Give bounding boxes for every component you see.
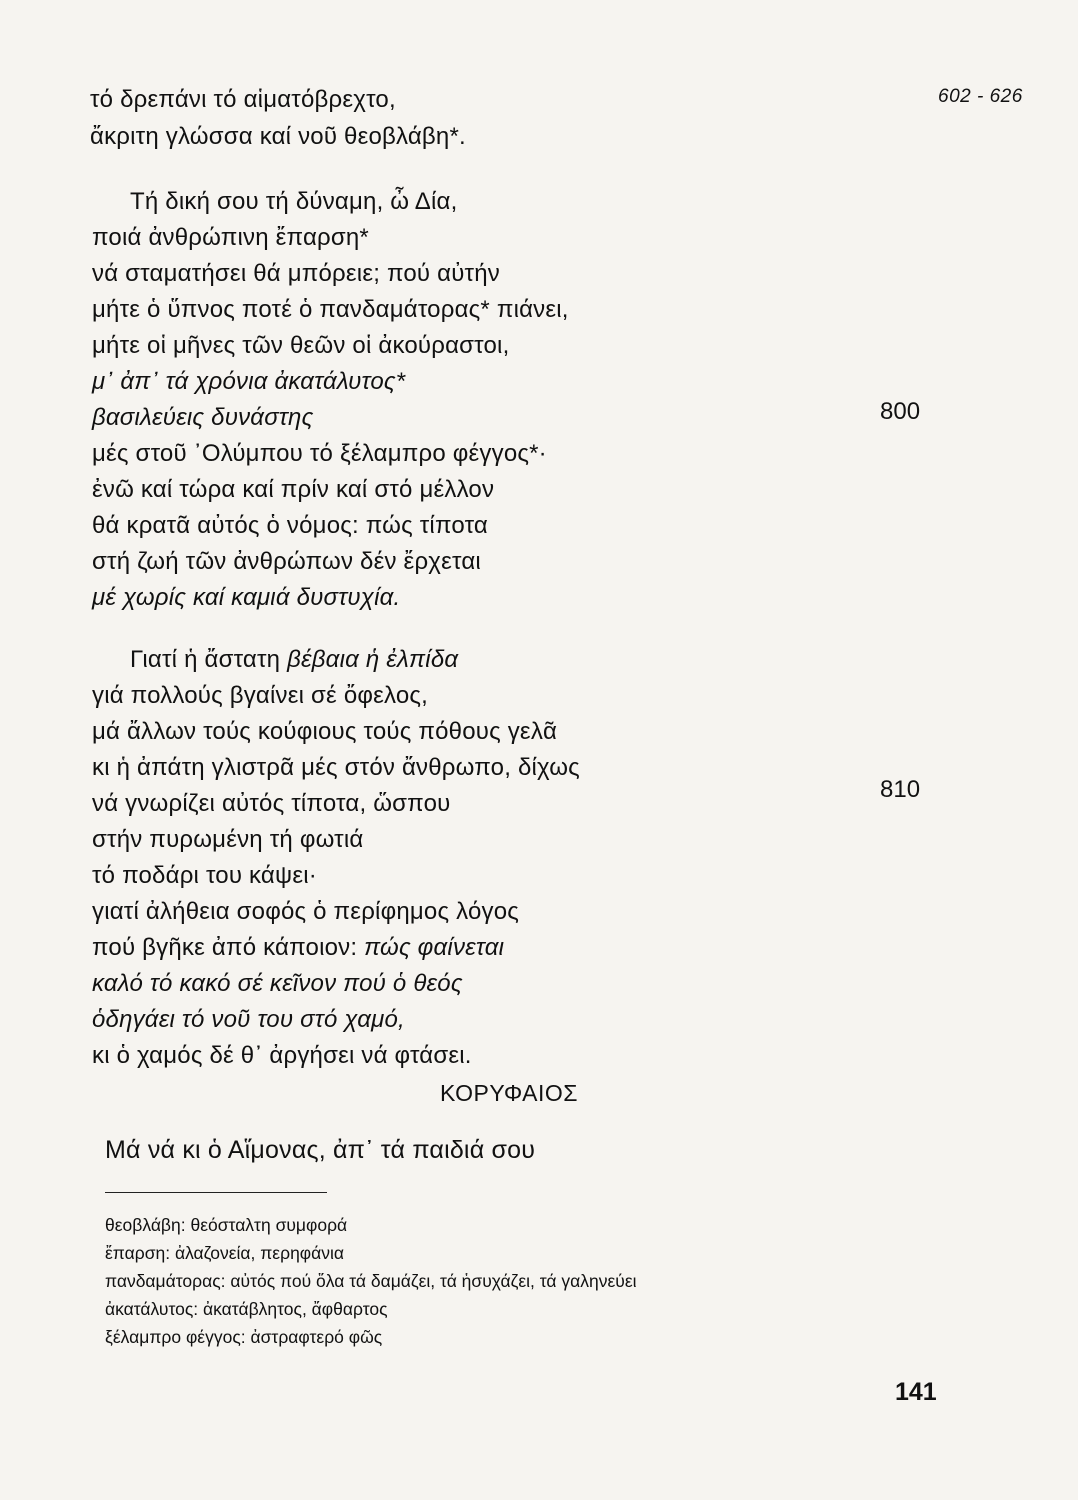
verse-line: θά κρατᾶ αὐτός ὁ νόμος: πώς τίποτα — [92, 512, 488, 539]
verse-line: μές στοῦ ᾿Ολύμπου τό ξέλαμπρο φέγγος*· — [92, 440, 547, 467]
speaker-name: ΚΟΡΥΦΑΙΟΣ — [440, 1080, 578, 1106]
footnote: ξέλαμπρο φέγγος: ἀστραφτερό φῶς — [105, 1327, 383, 1347]
verse-line — [92, 404, 313, 432]
verse-line: μήτε οἱ μῆνες τῶν θεῶν οἱ ἀκούραστοι, — [92, 332, 510, 359]
verse-line: νά σταματήσει θά μπόρειε; πού αὐτήν — [92, 260, 500, 287]
line-number: 810 — [880, 776, 921, 803]
verse-line: τό δρεπάνι τό αἱματόβρεχτο, — [90, 86, 396, 113]
verse-line: γιά πολλούς βγαίνει σέ ὄφελος, — [92, 682, 429, 709]
verse-line: τό ποδάρι του κάψει· — [92, 862, 317, 889]
verse-line: νά γνωρίζει αὐτός τίποτα, ὥσπου — [92, 790, 451, 817]
verse-line: μήτε ὁ ὕπνος ποτέ ὁ πανδαμάτορας* πιάνει, — [92, 296, 569, 323]
verse-line-italic-part: πώς φαίνεται — [364, 934, 505, 961]
verse-line: μά ἄλλων τούς κούφιους τούς πόθους γελᾶ — [92, 718, 558, 745]
verse-line-italic-part: βέβαια ἡ ἐλπίδα — [287, 646, 459, 673]
line-number: 800 — [880, 398, 921, 425]
verse-line — [92, 934, 504, 962]
verse-line: Τή δική σου τή δύναμη, ὦ Δία, — [130, 188, 458, 215]
verse-line: ἐνῶ καί τώρα καί πρίν καί στό μέλλον — [92, 476, 495, 503]
verse-line: ἄκριτη γλώσσα καί νοῦ θεοβλάβη*. — [90, 123, 466, 150]
verse-line-italic-part: βασιλεύεις δυνάστης — [92, 404, 314, 431]
verse-line-part: Γιατί ἡ ἄστατη — [130, 646, 281, 673]
line-range: 602 - 626 — [938, 86, 1023, 107]
verse-line-part: πού βγῆκε ἀπό κάποιον: — [92, 934, 358, 961]
verse-line: κι ὁ χαμός δέ θ᾽ ἀργήσει νά φτάσει. — [92, 1042, 472, 1069]
verse-line: γιατί ἀλήθεια σοφός ὁ περίφημος λόγος — [92, 898, 520, 925]
verse-line: στήν πυρωμένη τή φωτιά — [92, 826, 364, 853]
footnote: θεοβλάβη: θεόσταλτη συμφορά — [105, 1215, 348, 1235]
footnote: ἔπαρση: ἀλαζονεία, περηφάνια — [105, 1243, 345, 1263]
verse-line: καλό τό κακό σέ κεῖνον πού ὁ θεός — [92, 970, 463, 997]
footnote: πανδαμάτορας: αὐτός πού ὅλα τά δαμάζει, τά ἡσυχάζει, τά γαληνεύει — [105, 1271, 637, 1291]
verse-line — [130, 646, 458, 674]
footnote: ἀκατάλυτος: ἀκατάβλητος, ἄφθαρτος — [105, 1299, 388, 1319]
footnote-divider — [105, 1192, 327, 1193]
verse-line: ὁδηγάει τό νοῦ του στό χαμό, — [92, 1006, 405, 1033]
page-number: 141 — [895, 1378, 937, 1406]
verse-line: ποιά ἀνθρώπινη ἔπαρση* — [92, 224, 369, 251]
verse-line: κι ἡ ἀπάτη γλιστρᾶ μές στόν ἄνθρωπο, δίχως — [92, 754, 580, 781]
verse-line: μέ χωρίς καί καμιά δυστυχία. — [92, 584, 401, 611]
verse-line: στή ζωή τῶν ἀνθρώπων δέν ἔρχεται — [92, 548, 481, 575]
speech-line: Μά νά κι ὁ Αἵμονας, ἀπ᾽ τά παιδιά σου — [105, 1136, 536, 1164]
verse-line: μ᾽ ἀπ᾽ τά χρόνια ἀκατάλυτος* — [92, 368, 406, 395]
